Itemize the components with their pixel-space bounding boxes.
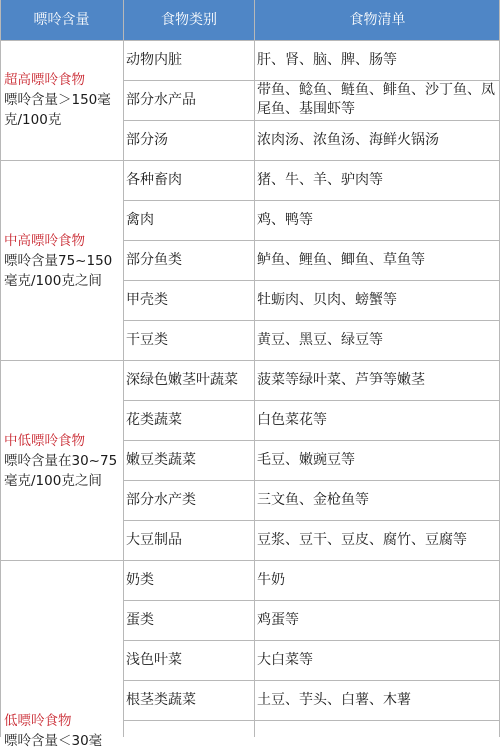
category-cell: 部分鱼类 (126, 252, 182, 268)
row-divider (123, 80, 500, 81)
row-divider (123, 120, 500, 121)
category-cell: 浅色叶菜 (126, 652, 182, 668)
food-list-cell: 肝、肾、脑、脾、肠等 (257, 52, 397, 68)
food-list-cell: 鲈鱼、鲤鱼、鲫鱼、草鱼等 (257, 252, 425, 268)
food-list-cell: 鸡、鸭等 (257, 212, 313, 228)
food-list-cell: 毛豆、嫩豌豆等 (257, 452, 355, 468)
category-cell: 禽肉 (126, 212, 154, 228)
header-purine-content: 嘌呤含量 (33, 12, 90, 28)
group-title: 低嘌呤食物 (4, 713, 72, 729)
food-list-cell: 菠菜等绿叶菜、芦笋等嫩茎 (257, 372, 425, 388)
category-cell: 嫩豆类蔬菜 (126, 452, 196, 468)
row-divider (123, 520, 500, 521)
category-cell: 各种畜肉 (126, 172, 182, 188)
row-divider (123, 440, 500, 441)
category-cell: 根茎类蔬菜 (126, 692, 196, 708)
group-divider (0, 160, 500, 161)
food-list-cell: 带鱼、鲶鱼、鲢鱼、鲱鱼、沙丁鱼、凤尾鱼、基围虾等 (257, 82, 495, 117)
header-food-list: 食物清单 (349, 12, 406, 28)
food-list-cell: 豆浆、豆干、豆皮、腐竹、豆腐等 (257, 532, 467, 548)
category-cell: 部分水产类 (126, 492, 196, 508)
category-cell: 动物内脏 (126, 52, 182, 68)
group-desc: 嘌呤含量＜30毫 (4, 733, 103, 749)
category-cell: 蛋类 (126, 612, 154, 628)
category-cell: 甲壳类 (126, 292, 168, 308)
food-list-cell: 土豆、芋头、白薯、木薯 (257, 692, 411, 708)
table-left-border (0, 0, 1, 737)
category-cell: 干豆类 (126, 332, 168, 348)
row-divider (123, 400, 500, 401)
category-cell: 大豆制品 (126, 532, 182, 548)
row-divider (123, 200, 500, 201)
group-desc: 嘌呤含量75~150毫克/100克之间 (4, 253, 113, 289)
food-list-cell: 白色菜花等 (257, 412, 327, 428)
group-cell-super-high (4, 70, 120, 130)
food-list-cell: 浓肉汤、浓鱼汤、海鲜火锅汤 (257, 132, 439, 148)
category-cell: 部分汤 (126, 132, 168, 148)
row-divider (123, 720, 500, 721)
column-divider (123, 0, 124, 737)
group-desc: 嘌呤含量＞150毫克/100克 (4, 92, 111, 128)
column-divider (254, 0, 255, 737)
category-cell: 奶类 (126, 572, 154, 588)
food-list-cell: 牡蛎肉、贝肉、螃蟹等 (257, 292, 397, 308)
group-title: 中低嘌呤食物 (4, 433, 85, 449)
row-divider (123, 320, 500, 321)
category-cell: 部分水产品 (126, 92, 196, 108)
food-list-cell: 黄豆、黑豆、绿豆等 (257, 332, 383, 348)
group-divider (0, 360, 500, 361)
food-list-cell: 鸡蛋等 (257, 612, 299, 628)
row-divider (123, 640, 500, 641)
row-divider (123, 600, 500, 601)
group-cell-mid-high (4, 231, 120, 291)
group-cell-mid-low (4, 431, 122, 491)
group-divider (0, 560, 500, 561)
row-divider (123, 680, 500, 681)
food-list-cell: 猪、牛、羊、驴肉等 (257, 172, 383, 188)
row-divider (123, 240, 500, 241)
group-title: 中高嘌呤食物 (4, 233, 85, 249)
group-cell-low (4, 711, 120, 751)
food-list-cell: 牛奶 (257, 572, 285, 588)
row-divider (123, 480, 500, 481)
group-desc: 嘌呤含量在30~75毫克/100克之间 (4, 453, 118, 489)
header-divider (0, 40, 500, 41)
header-food-category: 食物类别 (161, 12, 217, 28)
food-list-cell: 大白菜等 (257, 652, 313, 668)
category-cell: 花类蔬菜 (126, 412, 182, 428)
food-list-cell: 三文鱼、金枪鱼等 (257, 492, 369, 508)
category-cell: 深绿色嫩茎叶蔬菜 (126, 372, 238, 388)
row-divider (123, 280, 500, 281)
group-title: 超高嘌呤食物 (4, 72, 85, 88)
